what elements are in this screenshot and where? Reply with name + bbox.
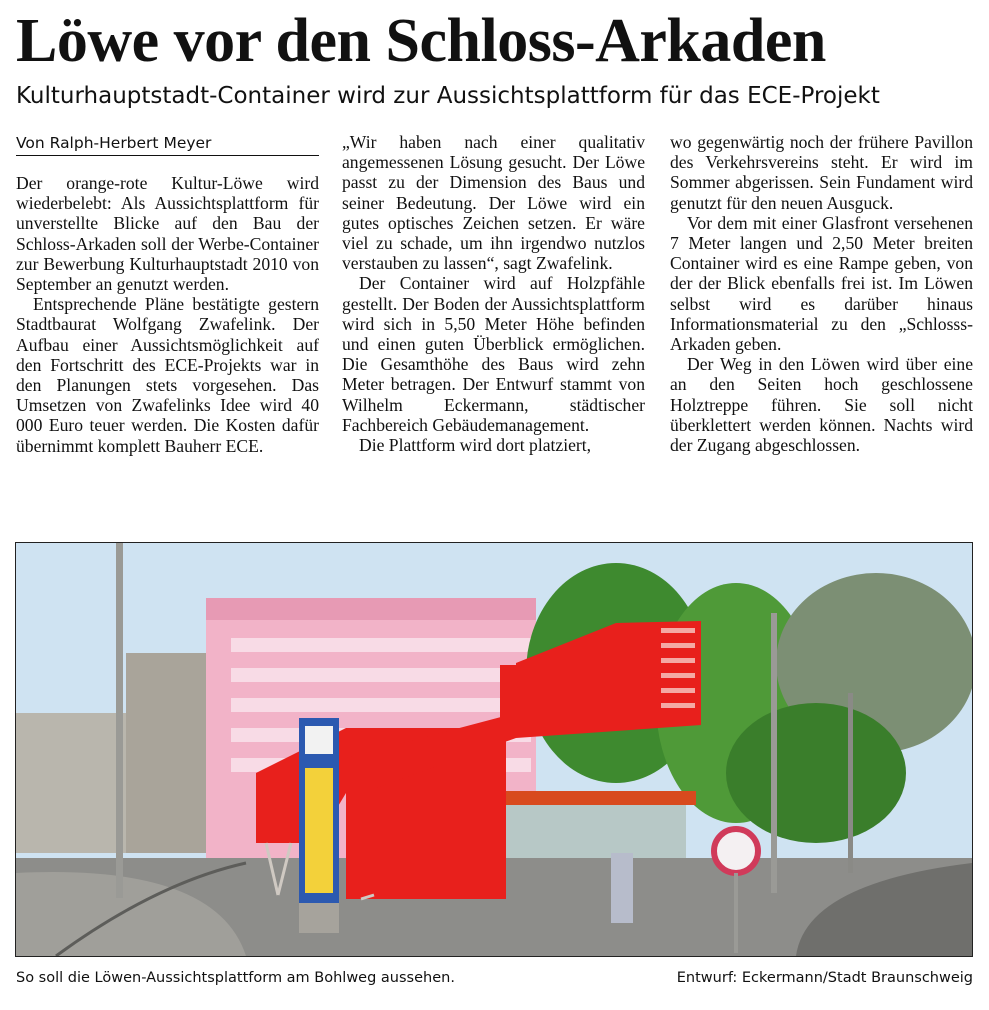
photo-building-left-2 [126,653,206,853]
article-column-1 [16,132,319,456]
photo-clock-poster [305,768,333,893]
paragraph: „Wir haben nach einer qualitativ angemessenen Lösung gesucht. Der Löwe passt zu der Dimension des Baus und seiner Bedeutung. Der Löwe wird ein gutes optisches Zeichen setzen. Er wäre viel zu schade, um ihn irgendwo nutzlos verstauben zu lassen“, sagt Zwafelink. [342,132,645,274]
photo-pavilion-roof [496,791,696,805]
paragraph: wo gegenwärtig noch der frühere Pavillon des Verkehrsvereins steht. Er wird im Sommer abgerissen. Sein Fundament wird genutzt für den neuen Ausguck. [670,132,973,213]
photo-pole-left [116,543,123,898]
article-column-3 [670,132,973,455]
photo-building-left [16,713,126,853]
photo-pole-right [771,613,777,893]
photo-clock-face [305,726,333,754]
paragraph: Vor dem mit einer Glasfront versehenen 7 Meter langen und 2,50 Meter breiten Container wird es eine Rampe geben, von der der Blick ebenfalls frei ist. Im Löwen selbst wird es darüber hinaus Informationsmaterial zu den „Schlosss-Arkaden geben. [670,212,973,355]
photo-credit: Entwurf: Eckermann/Stadt Braunschweig [676,970,973,986]
headline: Löwe vor den Schloss-Arkaden [16,7,826,75]
paragraph: Der orange-rote Kultur-Löwe wird wiederbelebt: Als Aussichtsplattform für unverstellte Blicke auf den Bau der Schloss-Arkaden soll der Werbe-Container zur Bewerbung Kulturhauptstadt 2010 von September an genutzt werden. [16,173,319,295]
subheadline: Kulturhauptstadt-Container wird zur Aussichtsplattform für das ECE-Projekt [16,83,880,109]
paragraph: Entsprechende Pläne bestätigte gestern Stadtbaurat Wolfgang Zwafelink. Der Aufbau einer Aussichtsmöglichkeit auf den Fortschritt des ECE-Projekts war in den Planungen stets vorgesehen. Das Umsetzen von Zwafelinks Idee wird 40 000 Euro teuer werden. Die Kosten dafür übernimmt komplett Bauherr ECE. [16,294,319,456]
photo-illustration [16,543,972,956]
photo-traffic-sign [714,829,758,873]
photo-clock-base [299,903,339,933]
article-column-2 [342,132,645,455]
paragraph: Die Plattform wird dort platziert, [359,435,592,456]
photo-hotel-roof [206,598,536,620]
paragraph: Der Container wird auf Holzpfähle gestellt. Der Boden der Aussichtsplattform wird sich in 5,50 Meter Höhe befinden und einen guten Überblick ermöglichen. Die Gesamthöhe des Baus wird zehn Meter betragen. Der Entwurf stammt von Wilhelm Eckermann, städtischer Fachbereich Gebäudemanagement. [342,273,645,435]
photo-caption: So soll die Löwen-Aussichtsplattform am Bohlweg aussehen. [16,970,455,986]
byline: Von Ralph-Herbert Meyer [16,132,319,156]
photo-sign-post [734,873,738,953]
photo-pole-signal [848,693,853,873]
article-photo [15,542,973,957]
paragraph: Der Weg in den Löwen wird über eine an den Seiten hoch geschlossene Holztreppe führen. Sie soll nicht überklettert werden können. Nachts wird der Zugang abgeschlossen. [670,354,973,456]
photo-person-silhouette [611,853,633,923]
photo-tree-4 [726,703,906,843]
